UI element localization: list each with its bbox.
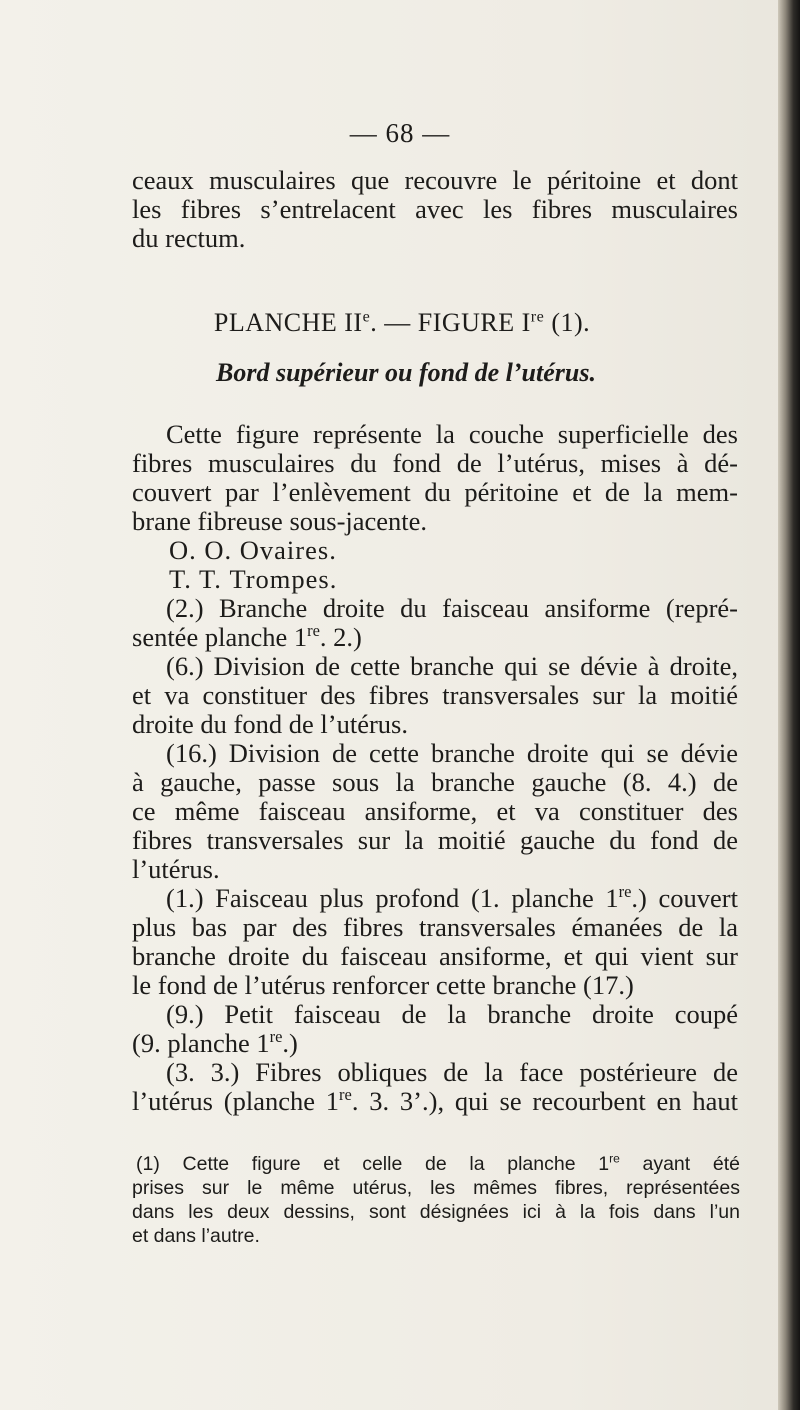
plate-heading [132,308,672,338]
legend-ovaries [169,535,337,566]
entry-line: droite du fond de l’utérus. [132,709,408,739]
footnote-line: et dans l’autre. [132,1225,260,1247]
footnote [132,1152,740,1248]
footnote-ref: (1). [544,308,591,337]
text-line: ceaux musculaires que recouvre le péritoine et dont [132,165,738,195]
legend-key: O. O. [169,535,233,565]
plate-label: PLANCHE II [213,308,363,337]
entry-line: sentée planche 1re. 2.) [132,621,362,652]
text-line: les fibres s’entrelacent avec les fibres musculaires [132,194,738,224]
carryover-paragraph [132,166,738,253]
entry-line: branche droite du faisceau ansiforme, et qui vient sur [132,941,738,971]
entry-line: plus bas par des fibres transversales émanées de la [132,912,738,942]
figure-sup: re [530,308,545,326]
page-number: — 68 — [349,118,451,148]
entry-line: et va constituer des fibres transversales sur la moitié [132,680,738,710]
entry-line: (9. planche 1re.) [132,1027,298,1058]
entry-line: fibres transversales sur la moitié gauche du fond de [132,825,738,855]
entry-line: ce même faisceau ansiforme, et va constituer des [132,796,738,826]
entry-line: (1.) Faisceau plus profond (1. planche 1re.) couvert [166,882,738,913]
legend-label: Trompes. [229,564,338,594]
entry-line: à gauche, passe sous la branche gauche (8. 4.) de [132,767,738,797]
section-subheading: Bord supérieur ou fond de l’utérus. [216,358,596,387]
legend-tubes [169,564,337,595]
intro-paragraph [132,420,738,536]
page-edge-shadow [778,0,800,1410]
figure-label: . — FIGURE I [370,308,531,337]
entry-line: (16.) Division de cette branche droite qui se dévie [166,738,738,768]
text-line: couvert par l’enlèvement du péritoine et de la mem- [132,477,738,507]
text-line: fibres musculaires du fond de l’utérus, mises à dé- [132,448,738,478]
text-line: du rectum. [132,223,246,253]
entry-line: l’utérus. [132,854,220,884]
entry-line: (2.) Branche droite du faisceau ansiforme (repré- [166,593,738,623]
footnote-line: (1) Cette figure et celle de la planche 1re ayant été [136,1151,740,1175]
text-line: Cette figure représente la couche superficielle des [166,419,738,449]
legend-key: T. T. [169,564,222,594]
text-line: brane fibreuse sous-jacente. [132,506,428,536]
entry-line: l’utérus (planche 1re. 3. 3’.), qui se recourbent en haut [132,1085,738,1116]
entry-line: (3. 3.) Fibres obliques de la face postérieure de [166,1057,738,1087]
footnote-line: dans les deux dessins, sont désignées ici à la fois dans l’un [132,1201,740,1223]
entry-line: le fond de l’utérus renforcer cette branche (17.) [132,970,634,1000]
footnote-line: prises sur le même utérus, les mêmes fibres, représentées [132,1177,740,1199]
legend-label: Ovaires. [239,535,337,565]
plate-sup: e [362,308,371,326]
entry-line: (9.) Petit faisceau de la branche droite coupé [166,999,738,1029]
entries-block [132,594,738,1116]
entry-line: (6.) Division de cette branche qui se dévie à droite, [166,651,738,681]
